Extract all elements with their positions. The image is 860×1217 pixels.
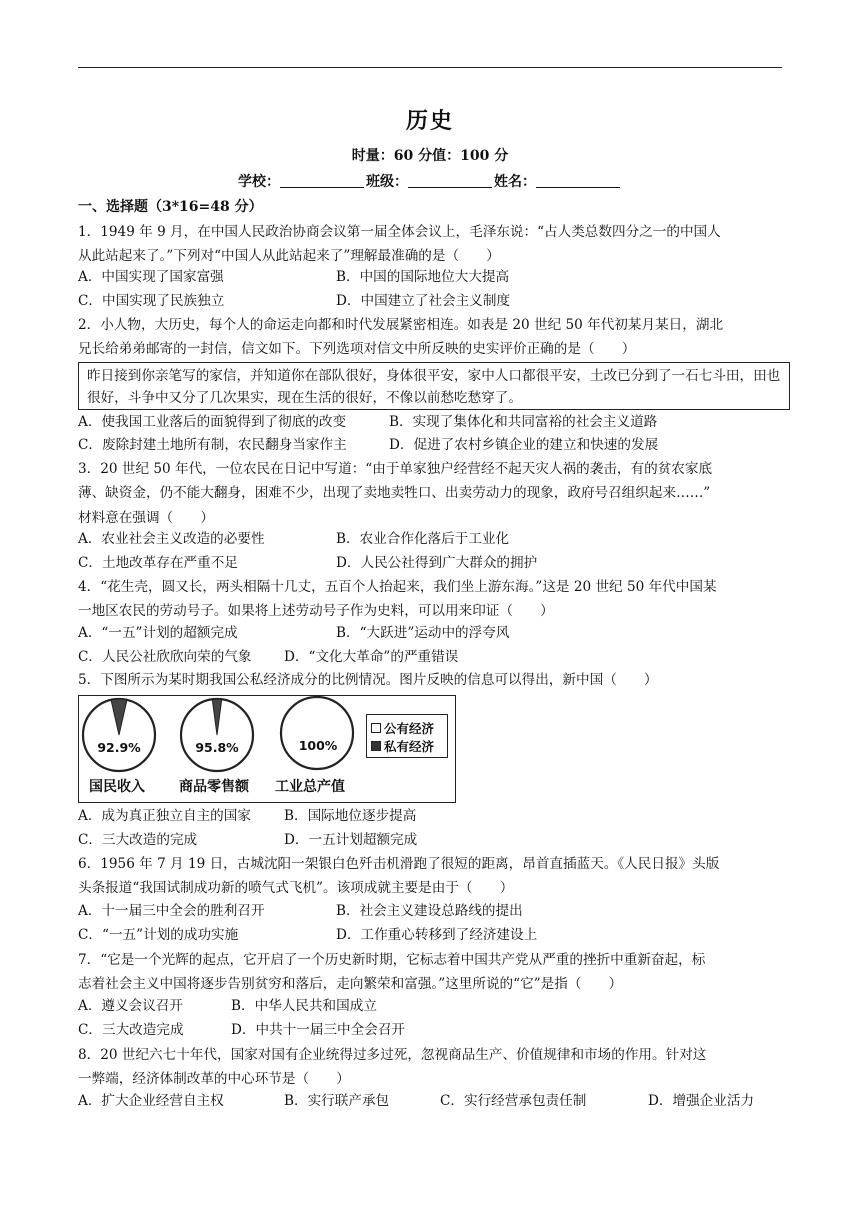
question-7-option-d[interactable]: D．中共十一届三中全会召开 [231,1022,406,1038]
question-1-option-d[interactable]: D．中国建立了社会主义制度 [336,293,511,309]
question-1-stem [78,220,786,269]
question-7-stem [78,948,786,997]
name-label: 姓名： [494,174,536,190]
question-5-stem [78,668,786,692]
student-info [0,171,860,191]
stem-line: 从此站起来了。”下列对“中国人从此站起来了”理解最准确的是（ ） [78,248,500,265]
stem-line: 一弊端，经济体制改革的中心环节是（ ） [78,1071,350,1088]
question-2-option-a[interactable]: A．使我国工业落后的面貌得到了彻底的改变 [78,414,347,430]
legend-public-swatch [371,723,381,733]
question-1-option-a[interactable]: A．中国实现了国家富强 [78,269,224,285]
legend-public: 公有经济 [371,719,434,737]
question-7-option-c[interactable]: C．三大改造完成 [78,1022,184,1038]
question-3-option-b[interactable]: B．农业合作化落后于工业化 [336,531,510,547]
pie-1-caption: 国民收入 [89,779,145,795]
class-label: 班级： [366,174,408,190]
stem-line: 2．小人物，大历史，每个人的命运走向都和时代发展紧密相连。如表是 20 世纪 50 年代初某月某日，湖北 [78,317,724,333]
school-field[interactable] [280,173,364,188]
exam-meta: 时量：60 分值：100 分 [351,148,509,164]
section-title: 一、选择题（3*16=48 分） [78,199,263,215]
class-field[interactable] [408,173,492,188]
pie-legend [366,714,448,758]
question-1-option-b[interactable]: B．中国的国际地位大大提高 [336,269,510,285]
letter-line: 很好，斗争中又分了几次果实，现在生活的很好，不像以前愁吃愁穿了。 [87,390,522,406]
question-4-option-c[interactable]: C．人民公社欣欣向荣的气象 [78,649,252,665]
stem-line: 材料意在强调（ ） [78,509,214,526]
question-4-stem [78,575,786,624]
stem-line: 志着社会主义中国将逐步告别贫穷和落后，走向繁荣和富强。”这里所说的“它”是指（ ） [78,976,623,993]
pie-2-label: 95.8% [195,740,239,755]
question-4-option-b[interactable]: B．“大跃进”运动中的浮夸风 [336,625,510,641]
question-6-stem [78,852,786,901]
stem-line: 6．1956 年 7 月 19 日，古城沈阳一架银白色歼击机滑跑了很短的距离，昂首直插蓝天。《人民日报》头版 [78,856,720,872]
stem-line: 8．20 世纪六七十年代，国家对国有企业统得过多过死，忽视商品生产、价值规律和市场的作用。针对这 [78,1047,707,1063]
question-6-option-b[interactable]: B．社会主义建设总路线的提出 [336,903,523,919]
question-1-option-c[interactable]: C．中国实现了民族独立 [78,293,225,309]
question-6-option-c[interactable]: C．“一五”计划的成功实施 [78,927,239,943]
question-5-option-b[interactable]: B．国际地位逐步提高 [284,808,417,824]
economy-pie-figure [78,695,456,803]
question-5-option-a[interactable]: A．成为真正独立自主的国家 [78,808,251,824]
question-7-option-b[interactable]: B．中华人民共和国成立 [231,998,377,1014]
pie-3-label: 100% [298,738,338,753]
question-8-option-d[interactable]: D．增强企业活力 [648,1093,755,1109]
stem-line: 兄长给弟弟邮寄的一封信，信文如下。下列选项对信文中所反映的史实评价正确的是（ ） [78,341,636,358]
name-field[interactable] [536,173,620,188]
question-2-stem [78,313,786,362]
pie-3-circle [281,697,353,769]
stem-line: 一地区农民的劳动号子。如果将上述劳动号子作为史料，可以用来印证（ ） [78,603,554,620]
question-2-option-b[interactable]: B．实现了集体化和共同富裕的社会主义道路 [389,414,658,430]
question-8-option-a[interactable]: A．扩大企业经营自主权 [78,1093,224,1109]
pie-3-caption: 工业总产值 [275,779,345,795]
letter-line: 昨日接到你亲笔写的家信，并知道你在部队很好，身体很平安，家中人口都很平安，土改已分到了一石七斗田，田也 [87,368,781,384]
pie-1-label: 92.9% [97,740,141,755]
stem-line: 头条报道“我国试制成功新的喷气式飞机”。该项成就主要是由于（ ） [78,880,514,897]
question-4-option-a[interactable]: A．“一五”计划的超额完成 [78,625,238,641]
question-2-option-c[interactable]: C．废除封建土地所有制，农民翻身当家作主 [78,437,347,453]
stem-line: 4．“花生壳，圆又长，两头相隔十几丈，五百个人抬起来，我们坐上游东海。”这是 20 世纪 50 年代中国某 [78,579,717,595]
question-5-option-c[interactable]: C．三大改造的完成 [78,832,198,848]
question-8-option-b[interactable]: B．实行联产承包 [284,1093,390,1109]
question-3-option-a[interactable]: A．农业社会主义改造的必要性 [78,531,265,547]
stem-line: 3．20 世纪 50 年代，一位农民在日记中写道：“由于单家独户经营经不起天灾人祸的袭击，有的贫农家底 [78,461,713,477]
page-title: 历史 [405,108,454,134]
question-6-option-d[interactable]: D．工作重心转移到了经济建设上 [336,927,538,943]
question-6-option-a[interactable]: A．十一届三中全会的胜利召开 [78,903,265,919]
question-2-option-d[interactable]: D．促进了农村乡镇企业的建立和快速的发展 [389,437,659,453]
stem-line: 1．1949 年 9 月，在中国人民政治协商会议第一届全体会议上，毛泽东说：“占人类总数四分之一的中国人 [78,224,721,240]
stem-line: 7．“它是一个光辉的起点，它开启了一个历史新时期，它标志着中国共产党从严重的挫折中重新奋起，标 [78,952,706,968]
header-rule [78,67,782,68]
question-8-option-c[interactable]: C．实行经营承包责任制 [440,1093,587,1109]
stem-line: 5．下图所示为某时期我国公私经济成分的比例情况。图片反映的信息可以得出，新中国（ ） [78,672,658,688]
question-3-option-c[interactable]: C．土地改革存在严重不足 [78,555,238,571]
letter-quote-box [78,362,790,410]
question-5-option-d[interactable]: D．一五计划超额完成 [284,832,418,848]
question-3-stem [78,457,786,530]
pie-2-caption: 商品零售额 [179,779,249,795]
stem-line: 薄、缺资金，仍不能大翻身，困难不少，出现了卖地卖牲口、出卖劳动力的现象，政府号召组织起来……” [78,485,711,502]
question-3-option-d[interactable]: D．人民公社得到广大群众的拥护 [336,555,538,571]
school-label: 学校： [238,174,280,190]
question-8-stem [78,1043,786,1092]
question-4-option-d[interactable]: D．“文化大革命”的严重错误 [284,649,459,665]
legend-private: 私有经济 [371,737,434,755]
legend-private-swatch [371,741,381,751]
question-7-option-a[interactable]: A．遵义会议召开 [78,998,183,1014]
